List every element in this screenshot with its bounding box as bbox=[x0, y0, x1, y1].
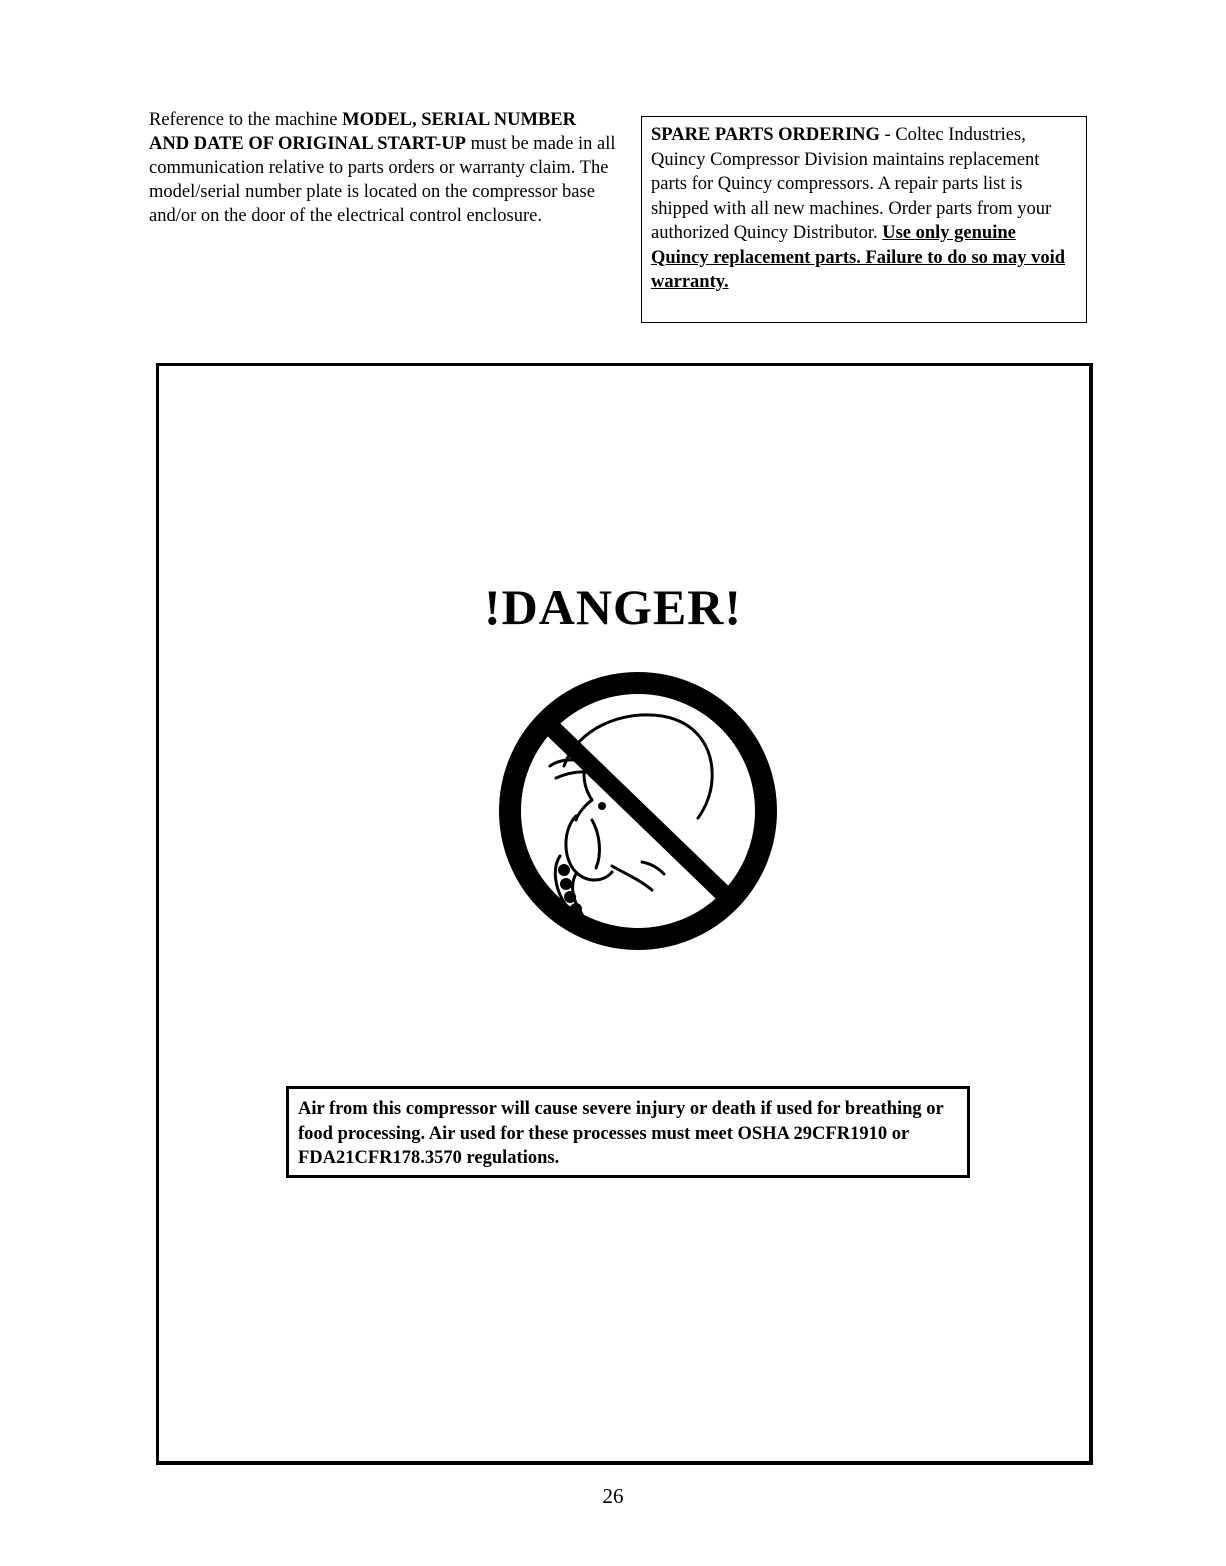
reference-intro: Reference to the machine bbox=[149, 110, 343, 130]
danger-title: !DANGER! bbox=[484, 579, 742, 635]
reference-paragraph bbox=[149, 108, 619, 228]
spare-parts-warning: Use only genuine Quincy replacement parts. Failure to do so may void warranty. bbox=[651, 223, 1066, 292]
danger-warning-box bbox=[286, 1086, 970, 1178]
reference-rest: must be made in all communication relative to parts orders or warranty claim. The model/serial number plate is located on the compressor base and/or on the door of the electrical control enclosure. bbox=[149, 134, 616, 226]
danger-warning-text: Air from this compressor will cause severe injury or death if used for breathing or food processing. Air used for these processes must meet OSHA 29CFR1910 or FDA21CFR178.3570 regulations. bbox=[298, 1099, 944, 1168]
spare-parts-box bbox=[641, 116, 1087, 323]
no-breathing-respirator-prohibition-icon bbox=[492, 668, 784, 954]
spare-parts-heading: SPARE PARTS ORDERING bbox=[651, 125, 880, 145]
reference-bold-text: MODEL, SERIAL NUMBER AND DATE OF ORIGINAL START-UP bbox=[149, 110, 576, 154]
page-number: 26 bbox=[602, 1484, 624, 1508]
spare-parts-body: - Coltec Industries, Quincy Compressor Division maintains replacement parts for Quincy compressors. A repair parts list is shipped with all new machines. Order parts from your authorized Quincy Distributor. bbox=[651, 125, 1052, 243]
